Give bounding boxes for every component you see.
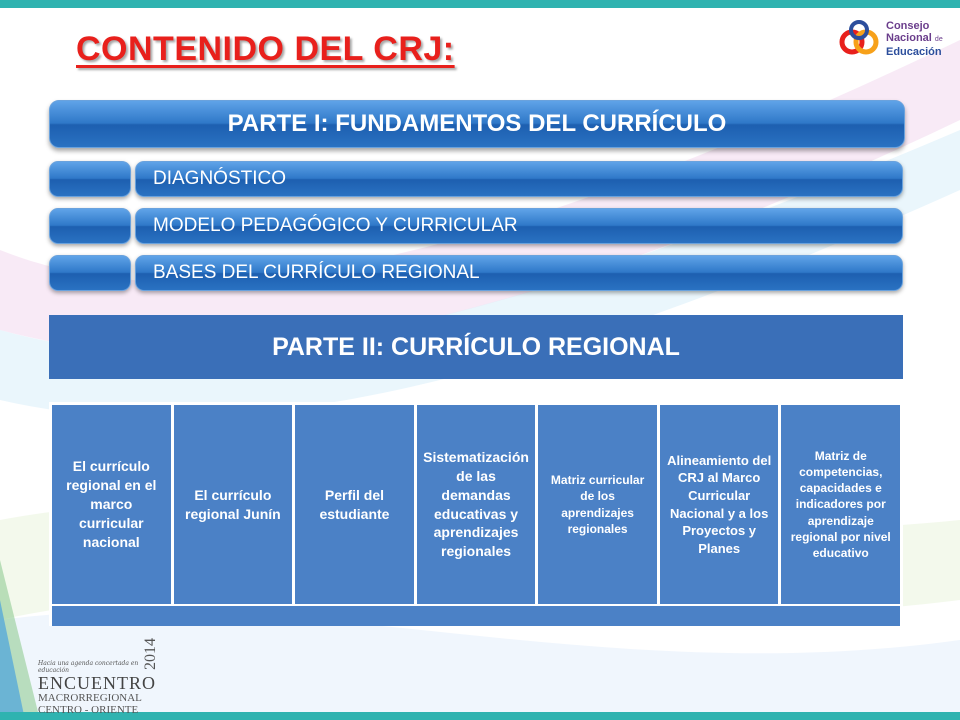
part2-heading-bar [49, 315, 903, 379]
event-line-2: MACRORREGIONAL [38, 692, 142, 704]
part2-cell [295, 402, 417, 604]
event-year: 2014 [142, 638, 159, 670]
event-tagline: Hacia una agenda concertada en educación [38, 660, 139, 674]
logo-line-2-small: de [934, 36, 943, 43]
part2-grid-footer [49, 604, 903, 626]
part2-cell-text: Sistematización de las demandas educativas y aprendizajes regionales [423, 448, 529, 560]
part2-cell [49, 402, 174, 604]
part2-cell [781, 402, 903, 604]
logo-line-1: Consejo [886, 20, 930, 32]
part1-item-tab [49, 208, 131, 244]
part1-item-bases [49, 255, 903, 291]
part2-cell-text: Perfil del estudiante [319, 486, 390, 522]
part2-cell [417, 402, 539, 604]
page-title: CONTENIDO DEL CRJ: [76, 30, 455, 68]
part1-heading: PARTE I: FUNDAMENTOS DEL CURRÍCULO [227, 110, 727, 137]
part2-heading: PARTE II: CURRÍCULO REGIONAL [272, 332, 680, 361]
part1-item-label: MODELO PEDAGÓGICO Y CURRICULAR [153, 215, 518, 236]
part1-item-bar [135, 161, 903, 197]
part1-item-bar [135, 255, 903, 291]
part1-item-label: DIAGNÓSTICO [153, 168, 287, 189]
part1-heading-bar [49, 100, 905, 148]
logo-line-3: Educación [886, 46, 942, 58]
part2-cell-text: El currículo regional Junín [185, 486, 281, 522]
part2-cell-text: El currículo regional en el marco curricular nacional [66, 458, 157, 550]
consejo-nacional-logo [838, 16, 950, 64]
part2-cell-text: Matriz de competencias, capacidades e indicadores por aprendizaje regional por nivel educativo [790, 448, 891, 560]
part1-item-modelo [49, 208, 903, 244]
part1-item-diagnostico [49, 161, 903, 197]
encuentro-event-logo [38, 638, 168, 716]
part2-cell [538, 402, 660, 604]
part1-item-label: BASES DEL CURRÍCULO REGIONAL [153, 262, 480, 283]
part1-item-bar [135, 208, 903, 244]
part2-grid [49, 402, 903, 626]
part2-cell [174, 402, 296, 604]
part1-item-tab [49, 161, 131, 197]
part2-cell-text: Alineamiento del CRJ al Marco Curricular Nacional y a los Proyectos y Planes [667, 452, 772, 556]
part2-cell [660, 402, 782, 604]
event-line-1: ENCUENTRO [38, 673, 156, 693]
logo-line-2: Nacional [886, 32, 932, 44]
logo-rings-icon [838, 16, 882, 60]
event-line-3: CENTRO - ORIENTE [38, 704, 139, 716]
part1-item-tab [49, 255, 131, 291]
part2-cell-text: Matriz curricular de los aprendizajes regionales [550, 473, 645, 536]
